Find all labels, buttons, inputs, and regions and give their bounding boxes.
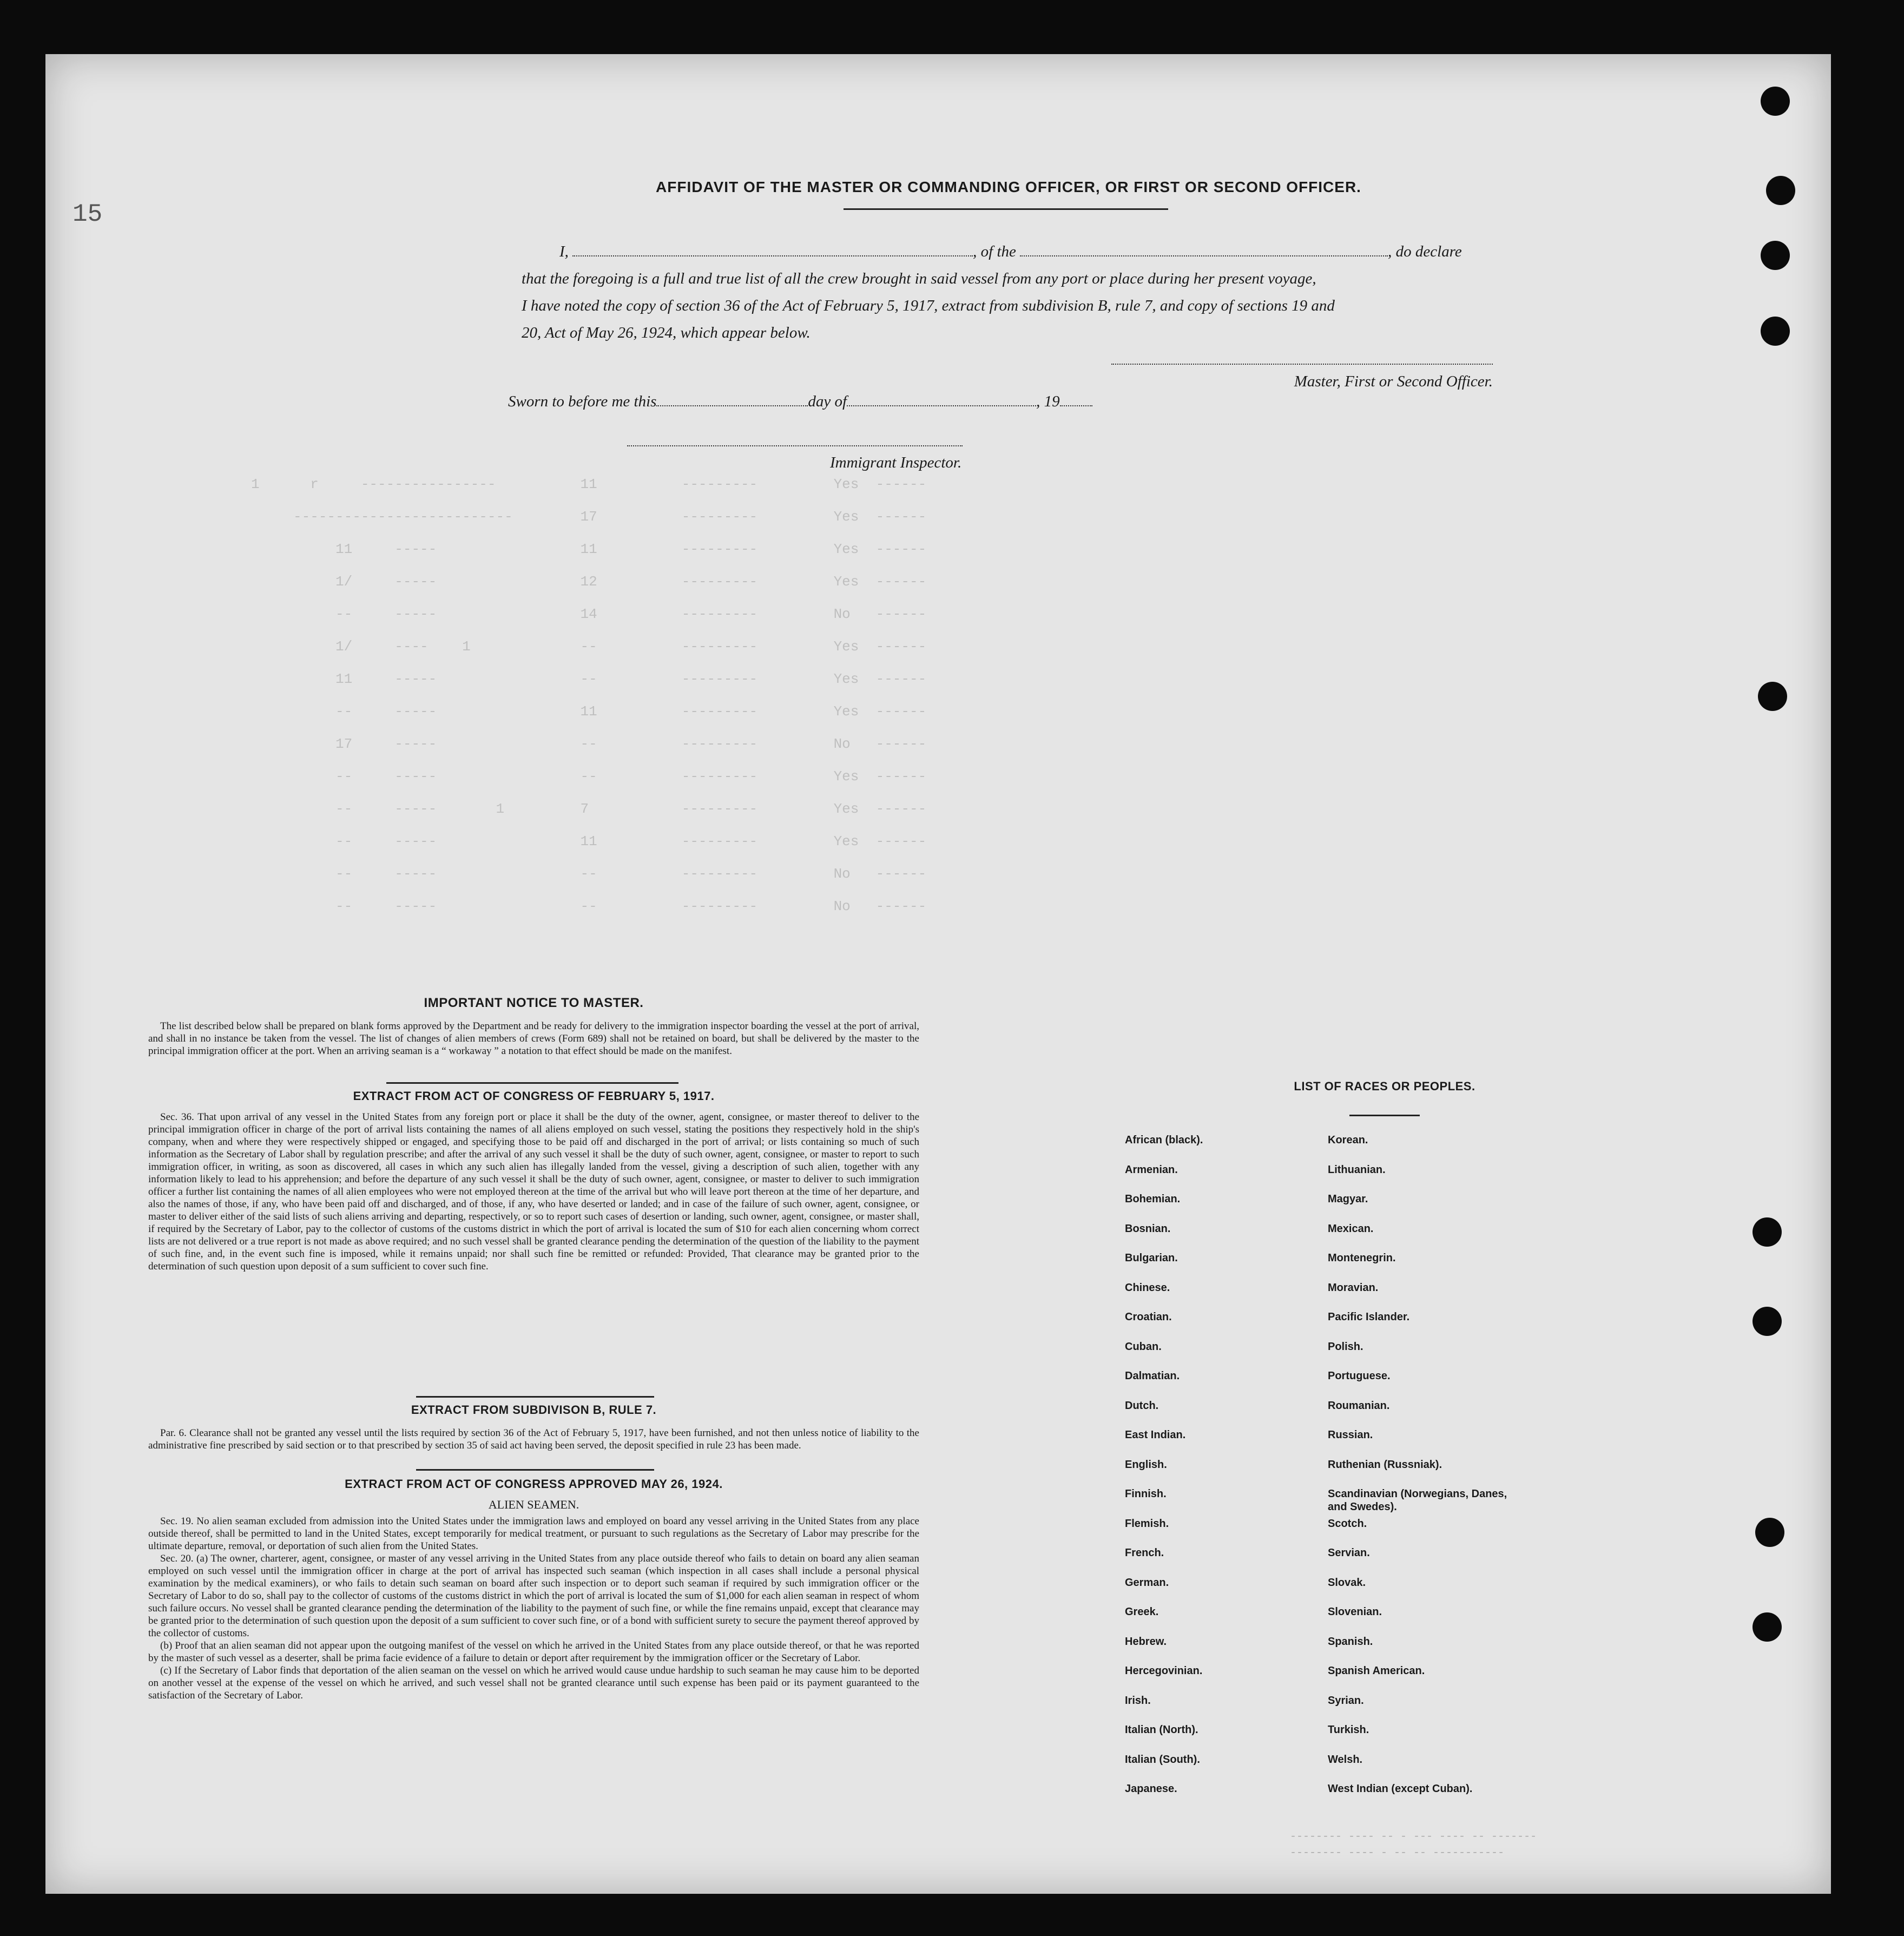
- vessel-blank: [1020, 243, 1388, 256]
- race-item: Mexican.: [1328, 1222, 1374, 1235]
- race-item: Magyar.: [1328, 1193, 1368, 1205]
- race-item: Polish.: [1328, 1340, 1363, 1353]
- race-item: Greek.: [1125, 1606, 1159, 1618]
- race-item: Moravian.: [1328, 1281, 1379, 1294]
- inspector-signature-line: [627, 445, 963, 446]
- race-item: Korean.: [1328, 1134, 1368, 1146]
- section-rule: [416, 1469, 654, 1471]
- extract-1917-body: [148, 1111, 919, 1273]
- declaration-of-the: , of the: [973, 243, 1016, 260]
- notice-body: [148, 1020, 919, 1057]
- sworn-day-of: day of: [808, 393, 847, 410]
- race-item: Bulgarian.: [1125, 1252, 1178, 1264]
- declaration-line-3: I have noted the copy of section 36 of the Act of February 5, 1917, extract from subdivision B, rule 7, and copy of sections 19 and: [522, 297, 1335, 314]
- declaration-i: I,: [559, 243, 569, 260]
- race-item: Slovak.: [1328, 1576, 1366, 1589]
- extract-1924-title: EXTRACT FROM ACT OF CONGRESS APPROVED MAY 26, 1924.: [345, 1477, 723, 1491]
- title-underline: [844, 208, 1168, 210]
- race-item: French.: [1125, 1547, 1164, 1559]
- extract-1917-title: EXTRACT FROM ACT OF CONGRESS OF FEBRUARY 5, 1917.: [353, 1089, 715, 1103]
- bleed-through-texture: 1 r ---------------- 11 --------- Yes ------ -------------------------- 17 --------- Yes ------ 11 ----- 11 --------- Yes ------ 1/ ----- 12 --------- Yes ------ -- ----- 14 --------- No ------ 1/ ---- 1 -- --------- Yes ------ 11 ----- -- --------- Yes ------ -- ----- 11 --------- Yes ------ 17 ----- -- --------- No ------ -- ----- -- --------- Yes ------ -- ----- 1 7 --------- Yes ------ -- ----- 11 --------- Yes ------ -- ----- -- --------- No ------ -- ----- -- --------- No ------: [251, 476, 927, 914]
- punch-hole: [1761, 317, 1790, 346]
- race-item: Spanish American.: [1328, 1665, 1425, 1677]
- name-blank: [572, 243, 973, 256]
- race-item: Flemish.: [1125, 1517, 1169, 1530]
- race-item: Bosnian.: [1125, 1222, 1171, 1235]
- rule-7-text: Par. 6. Clearance shall not be granted any vessel until the lists required by section 36 of the Act of February 5, 1917, have been furnished, and not then unless notice of liability to the administrative fine prescribed by said section or to that prescribed by section 35 of said act having been served, the deposit specified in rule 23 has been made.: [148, 1427, 919, 1451]
- race-item: Bohemian.: [1125, 1193, 1181, 1205]
- affidavit-title: AFFIDAVIT OF THE MASTER OR COMMANDING OFFICER, OR FIRST OR SECOND OFFICER.: [656, 179, 1361, 195]
- sworn-year: , 19: [1036, 393, 1060, 410]
- sworn-text: Sworn to before me this: [508, 393, 657, 410]
- alien-seamen-subtitle: ALIEN SEAMEN.: [488, 1498, 579, 1511]
- declaration-line-2: that the foregoing is a full and true list of all the crew brought in said vessel from any port or place during her present voyage,: [522, 270, 1316, 287]
- race-item: Hercegovinian.: [1125, 1665, 1203, 1677]
- declaration-line-4: 20, Act of May 26, 1924, which appear below.: [522, 324, 811, 341]
- section-rule: [386, 1082, 678, 1084]
- race-item: Slovenian.: [1328, 1606, 1382, 1618]
- race-item: East Indian.: [1125, 1429, 1186, 1441]
- race-item: Croatian.: [1125, 1311, 1172, 1323]
- affidavit-declaration: [522, 238, 1495, 346]
- notice-title: IMPORTANT NOTICE TO MASTER.: [424, 996, 644, 1010]
- subdivision-b-body: [148, 1427, 919, 1452]
- race-item: Syrian.: [1328, 1694, 1364, 1707]
- page-number: 15: [73, 200, 103, 228]
- year-blank: [1060, 393, 1092, 406]
- section-20c-text: (c) If the Secretary of Labor finds that deportation of the alien seaman on the vessel on which he arrived would cause undue hardship to such seaman he may cause him to be deported on another vessel at the expense of the vessel on which he arrived, and such vessel shall not be granted clearance until such expense has been paid or its payment guaranteed to the satisfaction of the Secretary of Labor.: [148, 1665, 919, 1701]
- race-item: Montenegrin.: [1328, 1252, 1396, 1264]
- race-item: German.: [1125, 1576, 1169, 1589]
- sworn-line: [508, 388, 1211, 415]
- section-20a-text: Sec. 20. (a) The owner, charterer, agent, consignee, or master of any vessel arriving in the United States from any place outside thereof who fails to detain on board any alien seaman employed on such vessel until the immigration officer in charge at the port of arrival has inspected such seaman (which inspection in all cases shall include a personal physical examination by the medical examiners), or who fails to detain such seaman on board after such inspection or to deport such seaman if required by such immigration officer or the Secretary of Labor to do so, shall pay to the collector of customs of the customs district in which the port of arrival is located the sum of $1,000 for each alien seaman in respect of whom such failure occurs. No vessel shall be granted clearance pending the determination of the liability to the payment of such fine, or while the fine remains unpaid, except that clearance may be granted prior to the determination of such question upon the deposit of a sum sufficient to cover such fine, or of a bond with sufficient surety to secure the payment thereof approved by the collector of customs.: [148, 1553, 919, 1639]
- declaration-do-declare: , do declare: [1388, 243, 1462, 260]
- punch-hole: [1761, 241, 1790, 270]
- race-item: Servian.: [1328, 1547, 1370, 1559]
- document-sheet: [45, 54, 1831, 1894]
- race-item: Spanish.: [1328, 1635, 1373, 1648]
- month-blank: [847, 393, 1036, 406]
- race-item: Cuban.: [1125, 1340, 1162, 1353]
- extract-1924-body: [148, 1515, 919, 1702]
- race-item: Scotch.: [1328, 1517, 1367, 1530]
- section-rule: [416, 1396, 654, 1398]
- race-item: Dalmatian.: [1125, 1370, 1180, 1382]
- section-20b-text: (b) Proof that an alien seaman did not appear upon the outgoing manifest of the vessel on which he arrived in the United States from any place outside thereof, or that he was reported by the master of such vessel as a deserter, shall be prima facie evidence of a failure to detain or deport after requirement by the immigration officer or the Secretary of Labor.: [148, 1640, 919, 1664]
- race-item: Japanese.: [1125, 1783, 1177, 1795]
- race-item: Dutch.: [1125, 1399, 1159, 1412]
- race-item: Irish.: [1125, 1694, 1151, 1707]
- punch-hole: [1761, 87, 1790, 116]
- race-item: Russian.: [1328, 1429, 1373, 1441]
- race-item: Lithuanian.: [1328, 1163, 1386, 1176]
- race-item: Italian (North).: [1125, 1724, 1198, 1736]
- race-item: Armenian.: [1125, 1163, 1178, 1176]
- race-item: Chinese.: [1125, 1281, 1170, 1294]
- race-item: Finnish.: [1125, 1488, 1167, 1500]
- race-item: English.: [1125, 1458, 1167, 1471]
- punch-hole: [1766, 176, 1795, 205]
- race-item: Scandinavian (Norwegians, Danes, and Swedes).: [1328, 1488, 1507, 1513]
- race-item: Roumanian.: [1328, 1399, 1390, 1412]
- race-item: Ruthenian (Russniak).: [1328, 1458, 1442, 1471]
- bleed-through-footer: -------- ---- -- - --- ---- -- ------- -------- ---- - -- -- -----------: [1290, 1830, 1537, 1859]
- master-signature-label: Master, First or Second Officer.: [1294, 373, 1493, 390]
- race-item: African (black).: [1125, 1134, 1203, 1146]
- subdivision-b-title: EXTRACT FROM SUBDIVISON B, RULE 7.: [411, 1403, 657, 1417]
- section-36-text: Sec. 36. That upon arrival of any vessel in the United States from any foreign port or place it shall be the duty of the owner, agent, consignee, or master thereof to deliver to the principal immigration officer in charge of the port of arrival lists containing the names of all aliens employed on such vessel, stating the positions they respectively hold in the ship's company, when and where they were respectively shipped or engaged, and specifying those to be paid off and discharged in the port of arrival; or lists containing so much of such information as the Secretary of Labor shall by regulation prescribe; and after the arrival of any such vessel it shall be the duty of such owner, agent, consignee, or master to report to such immigration officer, in writing, as soon as discovered, all cases in which any such alien has illegally landed from the vessel, giving a description of such alien, together with any information likely to lead to his apprehension; and before the departure of any such vessel it shall be the duty of such owner, agent, consignee, or master to deliver to such immigration officer a further list containing the names of all alien employees who were not employed thereon at the time of the arrival but who will leave port thereon at the time of her departure, and also the names of those, if any, who have been paid off and discharged, and of those, if any, who have deserted or landed; and in case of the failure of such owner, agent, consignee, or master to deliver either of the said lists of such aliens arriving and departing, respectively, or so to report such cases of desertion or landing, such owner, agent, consignee, or master shall, if required by the Secretary of Labor, pay to the collector of customs of the customs district in which the port of arrival is located the sum of $10 for each alien concerning whom correct lists are not delivered or a true report is not made as above required; and no such vessel shall be granted clearance pending the determination of the question of the liability to the payment of such fine, and, in the event such fine is imposed, while it remains unpaid; nor shall such fine be remitted or refunded: Provided, That clearance may be granted prior to the determination of such question upon deposit of a sum sufficient to cover such fine.: [148, 1111, 919, 1272]
- race-item: Welsh.: [1328, 1753, 1363, 1766]
- races-title: LIST OF RACES OR PEOPLES.: [1294, 1079, 1475, 1093]
- race-item: Hebrew.: [1125, 1635, 1167, 1648]
- inspector-signature-label: Immigrant Inspector.: [830, 454, 962, 471]
- race-item: Portuguese.: [1328, 1370, 1391, 1382]
- race-item: Pacific Islander.: [1328, 1311, 1410, 1323]
- races-column-right: [1328, 1134, 1631, 1810]
- races-title-rule: [1349, 1115, 1420, 1116]
- section-19-text: Sec. 19. No alien seaman excluded from admission into the United States under the immigration laws and employed on board any vessel arriving in the United States from any place outside thereof, shall be permitted to land in the United States, except temporarily for medical treatment, or pursuant to such regulations as the Secretary of Labor may prescribe for the ultimate departure, removal, or deportation of such alien from the United States.: [148, 1516, 919, 1552]
- race-item: Italian (South).: [1125, 1753, 1200, 1766]
- race-item: West Indian (except Cuban).: [1328, 1783, 1473, 1795]
- day-blank: [656, 393, 808, 406]
- race-item: Turkish.: [1328, 1724, 1369, 1736]
- notice-text: The list described below shall be prepared on blank forms approved by the Department and be ready for delivery to the immigration inspector boarding the vessel at the port of arrival, and shall in no instance be taken from the vessel. The list of changes of alien members of crews (Form 689) shall not be retained on board, but shall be delivered by the master to the principal immigration officer at the port. When an arriving seaman is a “ workaway ” a notation to that effect should be made on the manifest.: [148, 1020, 919, 1057]
- master-signature-line: [1111, 364, 1493, 365]
